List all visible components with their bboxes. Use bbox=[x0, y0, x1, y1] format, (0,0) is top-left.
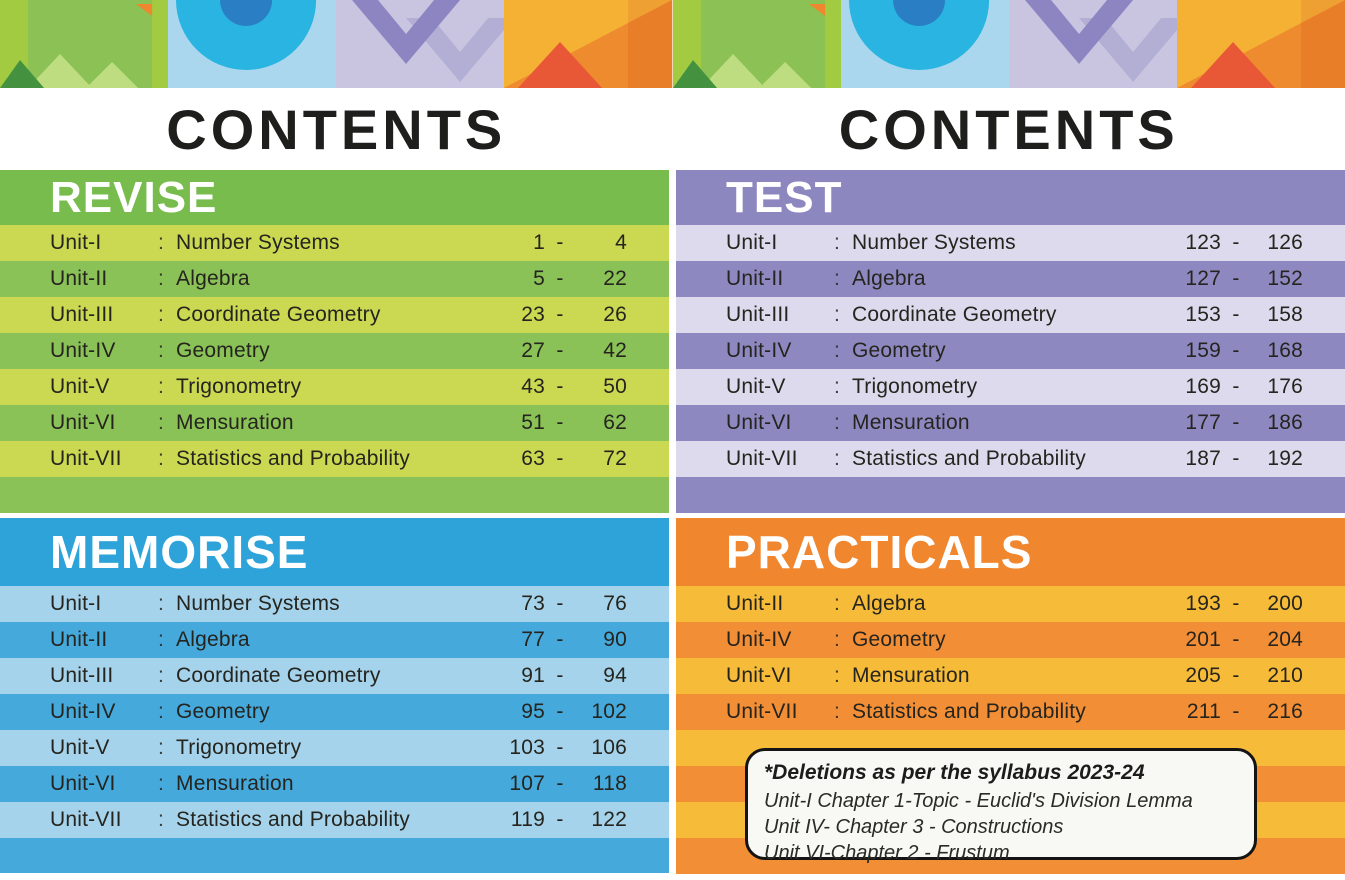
colon-separator: : bbox=[833, 628, 841, 651]
topic-label: Algebra bbox=[176, 267, 250, 290]
page-range-dash: - bbox=[1232, 339, 1240, 362]
page-start: 63 bbox=[521, 447, 545, 470]
colon-separator: : bbox=[833, 411, 841, 434]
deletions-note-line: Unit VI-Chapter 2 - Frustum bbox=[764, 842, 1010, 864]
page-range-dash: - bbox=[556, 628, 564, 651]
colon-separator: : bbox=[157, 664, 165, 687]
topic-label: Algebra bbox=[852, 592, 926, 615]
page-range-dash: - bbox=[556, 303, 564, 326]
topic-label: Statistics and Probability bbox=[852, 447, 1086, 470]
unit-label: Unit-III bbox=[50, 303, 114, 326]
topic-label: Number Systems bbox=[852, 231, 1016, 254]
unit-label: Unit-VII bbox=[726, 447, 798, 470]
deco-tile-orange-triangles bbox=[504, 0, 672, 88]
page-end: 118 bbox=[592, 772, 627, 795]
page-end: 22 bbox=[603, 267, 627, 290]
contents-row bbox=[0, 405, 669, 441]
unit-label: Unit-VII bbox=[50, 447, 122, 470]
contents-row bbox=[0, 622, 669, 658]
page-end: 4 bbox=[615, 231, 627, 254]
page-range-dash: - bbox=[1232, 700, 1240, 723]
unit-label: Unit-V bbox=[50, 736, 110, 759]
colon-separator: : bbox=[157, 700, 165, 723]
page-range-dash: - bbox=[556, 772, 564, 795]
page-start: 5 bbox=[533, 267, 545, 290]
topic-label: Statistics and Probability bbox=[176, 447, 410, 470]
deco-tile-blue-semicircle bbox=[168, 0, 336, 88]
page-range-dash: - bbox=[556, 411, 564, 434]
page-start: 159 bbox=[1185, 339, 1221, 362]
revise-rows bbox=[0, 225, 669, 477]
topic-label: Algebra bbox=[176, 628, 250, 651]
deco-tile-blue-semicircle bbox=[841, 0, 1009, 88]
unit-label: Unit-IV bbox=[50, 700, 116, 723]
page-range-dash: - bbox=[556, 700, 564, 723]
page-range-dash: - bbox=[556, 339, 564, 362]
deco-tile-purple-chevrons bbox=[1009, 0, 1177, 88]
page-end: 158 bbox=[1267, 303, 1303, 326]
page-range-dash: - bbox=[1232, 303, 1240, 326]
page-range-dash: - bbox=[556, 736, 564, 759]
contents-row bbox=[0, 261, 669, 297]
contents-row bbox=[0, 586, 669, 622]
page-start: 23 bbox=[521, 303, 545, 326]
column-right bbox=[676, 170, 1345, 874]
colon-separator: : bbox=[157, 592, 165, 615]
unit-label: Unit-VII bbox=[726, 700, 798, 723]
page-range-dash: - bbox=[1232, 628, 1240, 651]
page-end: 72 bbox=[603, 447, 627, 470]
page-range-dash: - bbox=[556, 664, 564, 687]
contents-row bbox=[676, 658, 1345, 694]
deco-tile-green-mountains bbox=[0, 0, 168, 88]
colon-separator: : bbox=[157, 808, 165, 831]
unit-label: Unit-IV bbox=[726, 339, 792, 362]
contents-row bbox=[676, 369, 1345, 405]
topic-label: Statistics and Probability bbox=[852, 700, 1086, 723]
page-range-dash: - bbox=[556, 231, 564, 254]
page-end: 76 bbox=[603, 592, 627, 615]
topic-label: Mensuration bbox=[176, 772, 294, 795]
page-end: 106 bbox=[591, 736, 627, 759]
deletions-note-line: Unit IV- Chapter 3 - Constructions bbox=[764, 816, 1064, 838]
page-end: 176 bbox=[1267, 375, 1303, 398]
colon-separator: : bbox=[157, 736, 165, 759]
contents-row bbox=[0, 766, 669, 802]
contents-row bbox=[0, 694, 669, 730]
contents-row bbox=[676, 694, 1345, 730]
topic-label: Algebra bbox=[852, 267, 926, 290]
unit-label: Unit-I bbox=[726, 231, 778, 254]
unit-label: Unit-III bbox=[726, 303, 790, 326]
topic-label: Mensuration bbox=[176, 411, 294, 434]
deco-tile-green-mountains bbox=[673, 0, 841, 88]
test-rows bbox=[676, 225, 1345, 477]
section-filler-band bbox=[676, 477, 1345, 513]
page-end: 90 bbox=[603, 628, 627, 651]
unit-label: Unit-VI bbox=[50, 772, 116, 795]
page-start: 107 bbox=[509, 772, 545, 795]
section-title-test: TEST bbox=[676, 170, 1345, 225]
page-range-dash: - bbox=[1232, 375, 1240, 398]
topic-label: Geometry bbox=[852, 339, 946, 362]
unit-label: Unit-I bbox=[50, 231, 102, 254]
page-start: 177 bbox=[1185, 411, 1221, 434]
contents-row bbox=[676, 333, 1345, 369]
unit-label: Unit-V bbox=[726, 375, 786, 398]
topic-label: Geometry bbox=[852, 628, 946, 651]
section-title-memorise: MEMORISE bbox=[0, 518, 669, 586]
colon-separator: : bbox=[833, 231, 841, 254]
page-range-dash: - bbox=[556, 447, 564, 470]
page-start: 43 bbox=[521, 375, 545, 398]
colon-separator: : bbox=[833, 267, 841, 290]
section-revise bbox=[0, 170, 669, 513]
colon-separator: : bbox=[157, 772, 165, 795]
unit-label: Unit-IV bbox=[50, 339, 116, 362]
page-range-dash: - bbox=[1232, 267, 1240, 290]
page-range-dash: - bbox=[556, 592, 564, 615]
contents-title-right: CONTENTS bbox=[838, 97, 1179, 161]
contents-title-left: CONTENTS bbox=[166, 97, 507, 161]
page-range-dash: - bbox=[556, 267, 564, 290]
topic-label: Geometry bbox=[176, 339, 270, 362]
page-start: 119 bbox=[510, 808, 545, 831]
colon-separator: : bbox=[157, 411, 165, 434]
unit-label: Unit-III bbox=[50, 664, 114, 687]
unit-label: Unit-VI bbox=[726, 664, 792, 687]
title-row bbox=[0, 88, 1345, 170]
page-range-dash: - bbox=[1232, 592, 1240, 615]
colon-separator: : bbox=[157, 339, 165, 362]
page-start: 91 bbox=[521, 664, 545, 687]
contents-row bbox=[676, 622, 1345, 658]
deletions-note-line: Unit-I Chapter 1-Topic - Euclid's Division Lemma bbox=[764, 790, 1193, 812]
section-filler-band bbox=[0, 477, 669, 513]
page-start: 193 bbox=[1185, 592, 1221, 615]
topic-label: Coordinate Geometry bbox=[852, 303, 1057, 326]
page-end: 126 bbox=[1267, 231, 1303, 254]
section-test bbox=[676, 170, 1345, 513]
section-memorise bbox=[0, 518, 669, 873]
unit-label: Unit-IV bbox=[726, 628, 792, 651]
unit-label: Unit-VI bbox=[726, 411, 792, 434]
colon-separator: : bbox=[833, 375, 841, 398]
page-end: 186 bbox=[1267, 411, 1303, 434]
page-end: 200 bbox=[1267, 592, 1303, 615]
colon-separator: : bbox=[157, 303, 165, 326]
colon-separator: : bbox=[833, 700, 841, 723]
deletions-note-heading: *Deletions as per the syllabus 2023-24 bbox=[764, 761, 1145, 784]
unit-label: Unit-II bbox=[726, 592, 784, 615]
topic-label: Number Systems bbox=[176, 231, 340, 254]
page-end: 204 bbox=[1267, 628, 1303, 651]
section-title-revise: REVISE bbox=[0, 170, 669, 225]
column-divider bbox=[669, 170, 676, 874]
unit-label: Unit-VII bbox=[50, 808, 122, 831]
contents-row bbox=[0, 225, 669, 261]
page-end: 216 bbox=[1267, 700, 1303, 723]
page-start: 73 bbox=[521, 592, 545, 615]
page-start: 127 bbox=[1185, 267, 1221, 290]
page-start: 27 bbox=[521, 339, 545, 362]
unit-label: Unit-II bbox=[726, 267, 784, 290]
page-start: 103 bbox=[509, 736, 545, 759]
contents-row bbox=[676, 261, 1345, 297]
contents-row bbox=[0, 369, 669, 405]
page-start: 187 bbox=[1185, 447, 1221, 470]
section-title-practicals: PRACTICALS bbox=[676, 518, 1345, 586]
contents-row bbox=[676, 405, 1345, 441]
contents-row bbox=[0, 297, 669, 333]
colon-separator: : bbox=[833, 447, 841, 470]
colon-separator: : bbox=[157, 628, 165, 651]
contents-row bbox=[676, 586, 1345, 622]
decorative-banner bbox=[0, 0, 1345, 88]
topic-label: Trigonometry bbox=[176, 375, 302, 398]
unit-label: Unit-VI bbox=[50, 411, 116, 434]
deletions-note bbox=[745, 748, 1257, 864]
page-start: 123 bbox=[1185, 231, 1221, 254]
practicals-rows bbox=[676, 586, 1345, 730]
contents-row bbox=[0, 333, 669, 369]
page-end: 152 bbox=[1267, 267, 1303, 290]
section-filler-band bbox=[0, 838, 669, 873]
topic-label: Coordinate Geometry bbox=[176, 303, 381, 326]
page-end: 122 bbox=[591, 808, 627, 831]
topic-label: Trigonometry bbox=[176, 736, 302, 759]
deco-tile-orange-triangles bbox=[1177, 0, 1345, 88]
column-left bbox=[0, 170, 669, 874]
page-end: 192 bbox=[1267, 447, 1303, 470]
colon-separator: : bbox=[157, 231, 165, 254]
page-range-dash: - bbox=[1232, 231, 1240, 254]
colon-separator: : bbox=[157, 267, 165, 290]
unit-label: Unit-V bbox=[50, 375, 110, 398]
unit-label: Unit-II bbox=[50, 267, 108, 290]
page-end: 50 bbox=[603, 375, 627, 398]
contents-row bbox=[0, 802, 669, 838]
unit-label: Unit-I bbox=[50, 592, 102, 615]
page-start: 211 bbox=[1186, 700, 1221, 723]
memorise-rows bbox=[0, 586, 669, 838]
page-range-dash: - bbox=[556, 375, 564, 398]
page-end: 62 bbox=[603, 411, 627, 434]
page-end: 26 bbox=[603, 303, 627, 326]
page-start: 51 bbox=[521, 411, 545, 434]
contents-row bbox=[0, 658, 669, 694]
contents-row bbox=[0, 441, 669, 477]
page-start: 1 bbox=[533, 231, 545, 254]
topic-label: Geometry bbox=[176, 700, 270, 723]
colon-separator: : bbox=[833, 664, 841, 687]
page-range-dash: - bbox=[1232, 664, 1240, 687]
colon-separator: : bbox=[157, 447, 165, 470]
page-start: 205 bbox=[1185, 664, 1221, 687]
colon-separator: : bbox=[833, 339, 841, 362]
topic-label: Statistics and Probability bbox=[176, 808, 410, 831]
colon-separator: : bbox=[833, 303, 841, 326]
contents-row bbox=[676, 297, 1345, 333]
page-end: 210 bbox=[1267, 664, 1303, 687]
page-range-dash: - bbox=[1232, 411, 1240, 434]
page-end: 42 bbox=[603, 339, 627, 362]
page-end: 94 bbox=[603, 664, 627, 687]
contents-row bbox=[676, 225, 1345, 261]
colon-separator: : bbox=[157, 375, 165, 398]
page-end: 102 bbox=[591, 700, 627, 723]
colon-separator: : bbox=[833, 592, 841, 615]
topic-label: Mensuration bbox=[852, 411, 970, 434]
page-range-dash: - bbox=[1232, 447, 1240, 470]
page-start: 169 bbox=[1185, 375, 1221, 398]
topic-label: Mensuration bbox=[852, 664, 970, 687]
page-start: 153 bbox=[1185, 303, 1221, 326]
contents-row bbox=[0, 730, 669, 766]
contents-body bbox=[0, 170, 1345, 874]
page-start: 201 bbox=[1185, 628, 1221, 651]
page-range-dash: - bbox=[556, 808, 564, 831]
page-start: 77 bbox=[521, 628, 545, 651]
topic-label: Trigonometry bbox=[852, 375, 978, 398]
deco-tile-purple-chevrons bbox=[336, 0, 504, 88]
page-end: 168 bbox=[1267, 339, 1303, 362]
unit-label: Unit-II bbox=[50, 628, 108, 651]
contents-row bbox=[676, 441, 1345, 477]
page-start: 95 bbox=[521, 700, 545, 723]
topic-label: Coordinate Geometry bbox=[176, 664, 381, 687]
topic-label: Number Systems bbox=[176, 592, 340, 615]
